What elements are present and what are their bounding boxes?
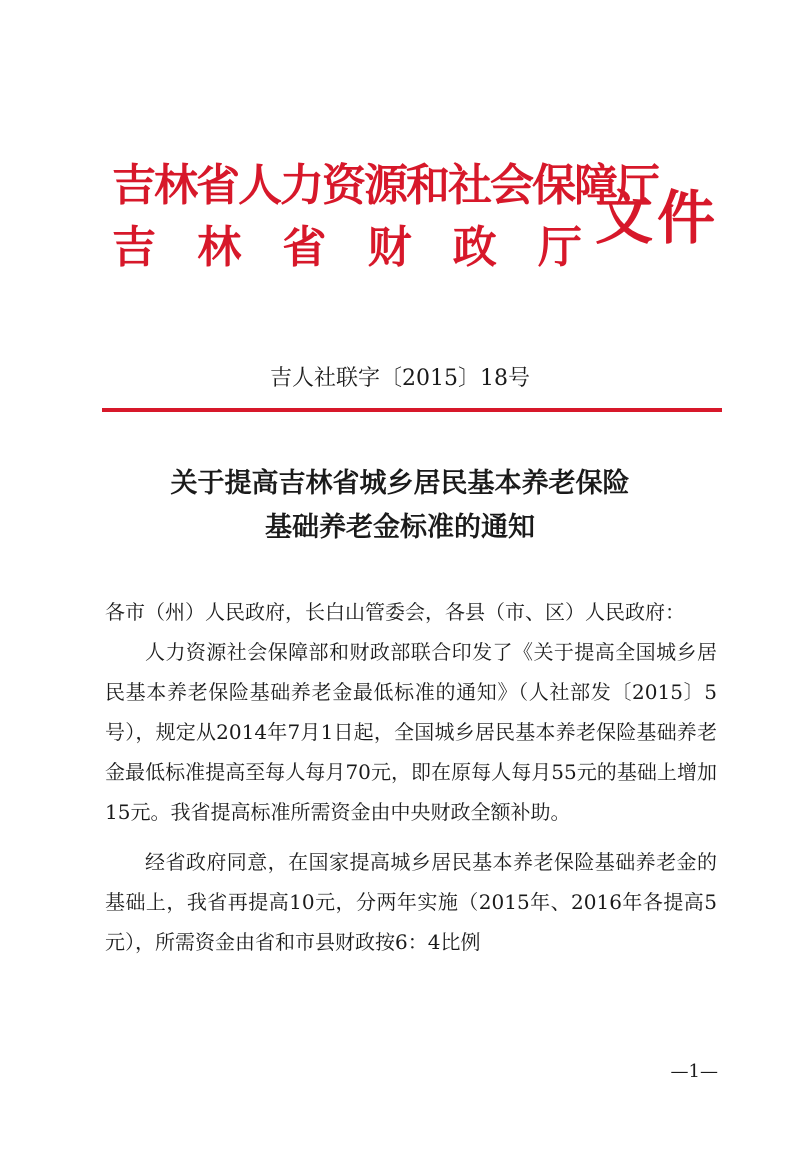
red-divider-line [102, 408, 722, 412]
issuer-line-2 [112, 222, 582, 274]
document-title [0, 462, 800, 550]
document-number: 吉人社联字〔2015〕18号 [270, 366, 530, 391]
issuer-line-2-char: 林 [197, 222, 242, 273]
document-body [105, 592, 717, 962]
issuer-header [112, 160, 732, 280]
issuer-line-2-char: 省 [282, 222, 327, 273]
body-paragraph: 经省政府同意，在国家提高城乡居民基本养老保险基础养老金的基础上，我省再提高10元，分两年实施（2015年、2016年各提高5元），所需资金由省和市县财政按6：4比例 [105, 850, 717, 954]
issuer-line-2-char: 吉 [112, 222, 156, 273]
issuer-line-1: 吉林省人力资源和社会保障厅 [112, 160, 658, 211]
document-word: 文件 [595, 184, 720, 252]
body-paragraph: 人力资源社会保障部和财政部联合印发了《关于提高全国城乡居民基本养老保险基础养老金最低标准的通知》（人社部发〔2015〕5号），规定从2014年7月1日起，全国城乡居民基本养老保险基础养老金最低标准提高至每人每月70元，即在原每人每月55元的基础上增加15元。我省提高标准所需资金由中央财政全额补助。 [105, 640, 717, 824]
salutation: 各市（州）人民政府，长白山管委会，各县（市、区）人民政府： [105, 600, 685, 624]
issuer-line-2-char: 财 [367, 222, 412, 273]
page-number: —1— [670, 1061, 718, 1082]
title-line-1: 关于提高吉林省城乡居民基本养老保险 [170, 468, 630, 499]
issuer-line-2-char: 厅 [537, 222, 582, 273]
title-line-2: 基础养老金标准的通知 [265, 512, 535, 543]
issuer-line-2-char: 政 [452, 222, 497, 273]
